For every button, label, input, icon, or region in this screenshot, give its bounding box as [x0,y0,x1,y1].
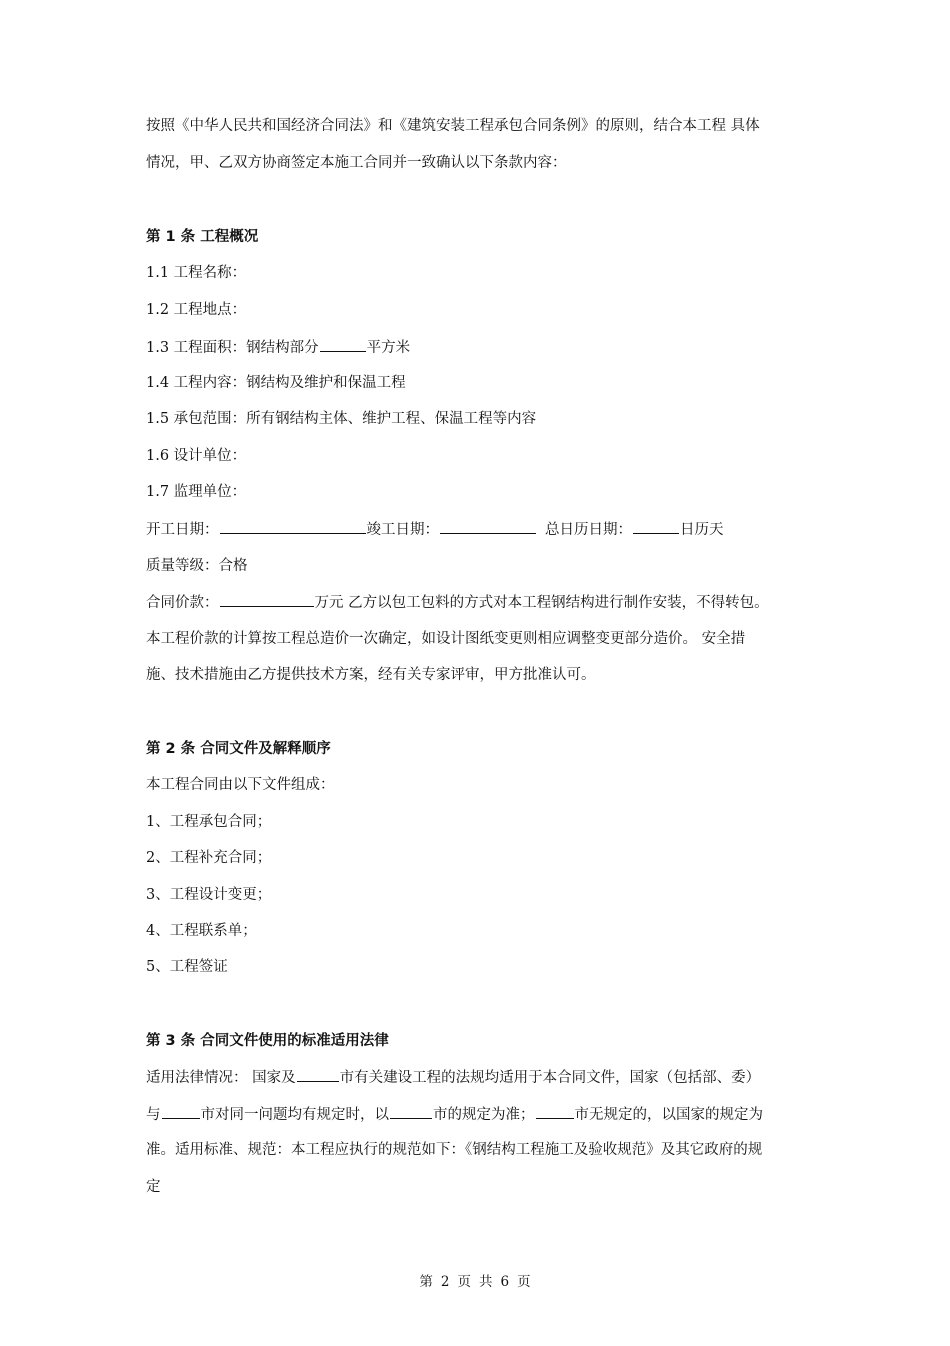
footer-page-word: 页 [457,1274,471,1290]
footer-prefix: 第 [419,1274,433,1290]
intro-line-1: 按照《中华人民共和国经济合同法》和《建筑安装工程承包合同条例》的原则，结合本工程 具体 [146,118,760,134]
article-2-intro: 本工程合同由以下文件组成： [146,777,335,793]
total-days-unit: 日历天 [680,522,724,538]
doc-item-3: 3、工程设计变更； [146,887,272,903]
price-line [146,592,769,613]
total-days-label: 总日历日期： [545,522,632,538]
law-line-2a: 与 [146,1107,161,1123]
area-unit: 平方米 [366,340,411,356]
item-1-1: 1.1 工程名称： [146,265,247,281]
end-date-label: 竣工日期： [366,522,439,538]
city-blank-4 [536,1104,574,1119]
page-footer [0,1270,950,1290]
law-line-1 [146,1067,760,1088]
law-line-1b: 市有关建设工程的法规均适用于本合同文件，国家（包括部、委） [339,1070,761,1086]
calc-line-1: 本工程价款的计算按工程总造价一次确定，如设计图纸变更则相应调整变更部分造价。 安全措 [146,631,746,647]
footer-total-pages: 6 [500,1274,510,1290]
item-1-3 [146,337,410,358]
item-1-3-label: 1.3 工程面积：钢结构部分 [146,340,319,356]
price-label: 合同价款： [146,595,219,611]
start-date-blank [220,519,366,534]
law-line-2c: 市的规定为准； [433,1107,535,1123]
intro-line-2: 情况，甲、乙双方协商签定本施工合同并一致确认以下条款内容： [146,155,567,171]
start-date-label: 开工日期： [146,522,219,538]
footer-suffix: 页 [517,1274,531,1290]
doc-item-5: 5、工程签证 [146,959,228,975]
law-line-3: 准。适用标准、规范：本工程应执行的规范如下：《钢结构工程施工及验收规范》及其它政府的规 [146,1142,763,1158]
article-1-heading: 第 1 条 工程概况 [146,229,259,245]
law-line-4: 定 [146,1179,161,1195]
law-line-2 [146,1104,763,1125]
quality-line: 质量等级：合格 [146,558,248,574]
item-1-7: 1.7 监理单位： [146,484,247,500]
law-line-2b: 市对同一问题均有规定时，以 [200,1107,389,1123]
item-1-2: 1.2 工程地点： [146,302,247,318]
doc-item-4: 4、工程联系单； [146,923,257,939]
area-blank [320,337,366,352]
city-blank-3 [390,1104,432,1119]
item-1-4: 1.4 工程内容：钢结构及维护和保温工程 [146,375,406,391]
total-days-blank [633,519,679,534]
item-1-5: 1.5 承包范围：所有钢结构主体、维护工程、保温工程等内容 [146,411,537,427]
dates-line [146,519,724,540]
price-blank [220,592,314,607]
calc-line-2: 施、技术措施由乙方提供技术方案，经有关专家评审，甲方批准认可。 [146,667,596,683]
doc-item-1: 1、工程承包合同； [146,814,272,830]
doc-item-2: 2、工程补充合同； [146,850,272,866]
item-1-6: 1.6 设计单位： [146,448,247,464]
article-3-heading: 第 3 条 合同文件使用的标准适用法律 [146,1033,389,1049]
law-line-1a: 适用法律情况： 国家及 [146,1070,296,1086]
city-blank-2 [162,1104,200,1119]
city-blank-1 [297,1067,339,1082]
price-rest: 万元 乙方以包工包料的方式对本工程钢结构进行制作安装，不得转包。 [314,595,769,611]
footer-page-number: 2 [440,1274,450,1290]
end-date-blank [440,519,536,534]
footer-total-word: 共 [479,1274,493,1290]
law-line-2d: 市无规定的，以国家的规定为 [574,1107,763,1123]
article-2-heading: 第 2 条 合同文件及解释顺序 [146,741,331,757]
